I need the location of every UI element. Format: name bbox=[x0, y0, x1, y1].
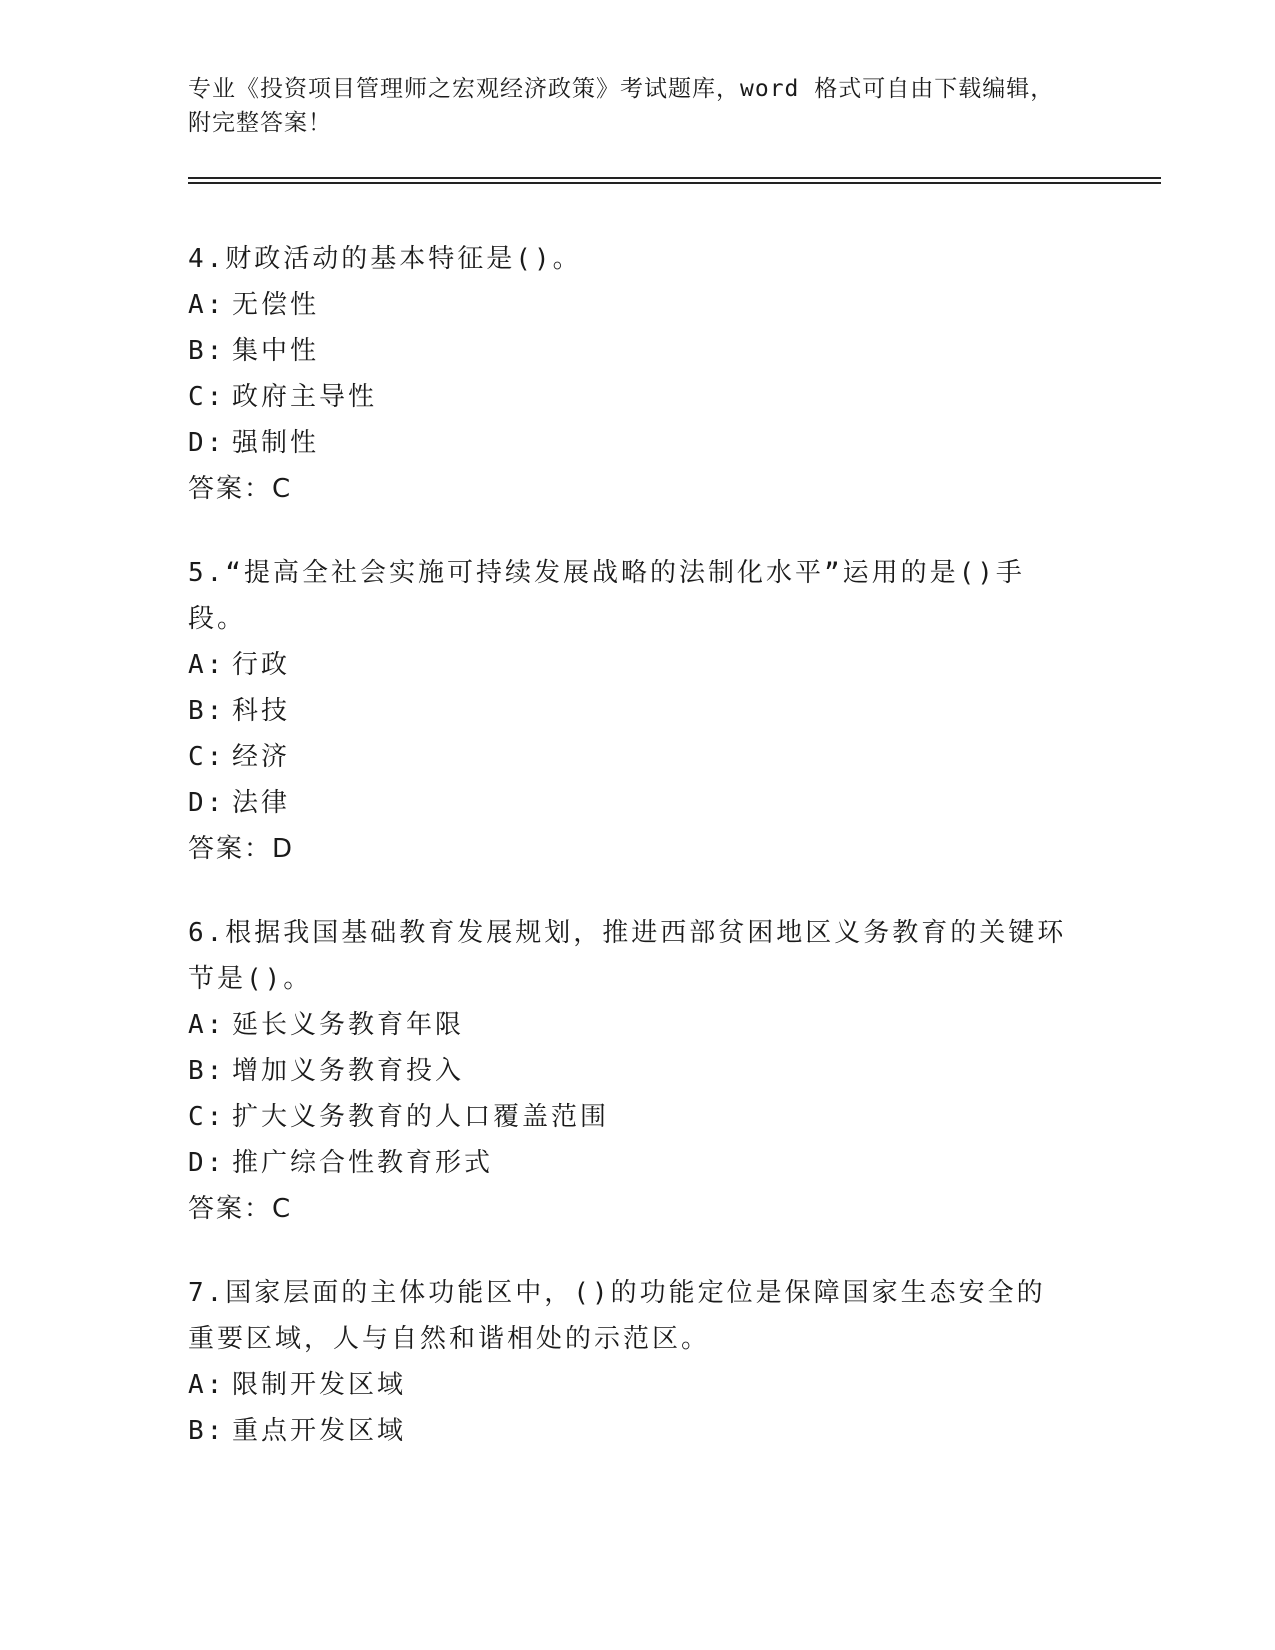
option-text: 集中性 bbox=[232, 336, 320, 366]
option-b bbox=[188, 1408, 1068, 1454]
option-text: 政府主导性 bbox=[232, 382, 378, 412]
option-a bbox=[188, 642, 1068, 688]
option-text: 无偿性 bbox=[232, 290, 320, 320]
option-text: 延长义务教育年限 bbox=[232, 1010, 465, 1040]
header-divider-bottom bbox=[188, 182, 1161, 184]
option-text: 推广综合性教育形式 bbox=[232, 1148, 494, 1178]
answer: 答案：C bbox=[188, 1194, 293, 1224]
option-text: 科技 bbox=[232, 696, 291, 726]
option-text: 行政 bbox=[232, 650, 291, 680]
option-a bbox=[188, 1362, 1068, 1408]
option-key: B: bbox=[188, 1056, 226, 1086]
header-divider-top bbox=[188, 177, 1161, 179]
answer: 答案：C bbox=[188, 474, 293, 504]
option-text: 强制性 bbox=[232, 428, 320, 458]
option-a bbox=[188, 282, 1068, 328]
question-stem: 7.国家层面的主体功能区中，()的功能定位是保障国家生态安全的重要区域，人与自然和谐相处的示范区。 bbox=[188, 1278, 1046, 1354]
option-key: A: bbox=[188, 290, 226, 320]
option-key: D: bbox=[188, 1148, 226, 1178]
option-key: D: bbox=[188, 428, 226, 458]
option-key: A: bbox=[188, 1010, 226, 1040]
question-5 bbox=[188, 550, 1068, 872]
option-c bbox=[188, 374, 1068, 420]
option-key: C: bbox=[188, 1102, 226, 1132]
question-6 bbox=[188, 910, 1068, 1232]
option-key: A: bbox=[188, 650, 226, 680]
option-key: C: bbox=[188, 382, 226, 412]
option-c bbox=[188, 1094, 1068, 1140]
option-text: 扩大义务教育的人口覆盖范围 bbox=[232, 1102, 610, 1132]
option-key: A: bbox=[188, 1370, 226, 1400]
option-d bbox=[188, 1140, 1068, 1186]
question-stem: 5.“提高全社会实施可持续发展战略的法制化水平”运用的是()手段。 bbox=[188, 558, 1025, 634]
question-list bbox=[188, 236, 1068, 1492]
answer: 答案：D bbox=[188, 834, 295, 864]
option-d bbox=[188, 780, 1068, 826]
question-4 bbox=[188, 236, 1068, 512]
option-text: 重点开发区域 bbox=[232, 1416, 407, 1446]
question-7 bbox=[188, 1270, 1068, 1454]
option-c bbox=[188, 734, 1068, 780]
question-stem: 6.根据我国基础教育发展规划，推进西部贫困地区义务教育的关键环节是()。 bbox=[188, 918, 1067, 994]
option-text: 法律 bbox=[232, 788, 291, 818]
option-key: B: bbox=[188, 696, 226, 726]
option-text: 增加义务教育投入 bbox=[232, 1056, 465, 1086]
option-b bbox=[188, 328, 1068, 374]
option-key: D: bbox=[188, 788, 226, 818]
option-key: B: bbox=[188, 1416, 226, 1446]
option-text: 经济 bbox=[232, 742, 291, 772]
option-key: B: bbox=[188, 336, 226, 366]
option-a bbox=[188, 1002, 1068, 1048]
option-key: C: bbox=[188, 742, 226, 772]
question-stem: 4.财政活动的基本特征是()。 bbox=[188, 244, 582, 274]
option-b bbox=[188, 1048, 1068, 1094]
option-text: 限制开发区域 bbox=[232, 1370, 407, 1400]
option-b bbox=[188, 688, 1068, 734]
option-d bbox=[188, 420, 1068, 466]
document-header: 专业《投资项目管理师之宏观经济政策》考试题库，word 格式可自由下载编辑，附完整答案！ bbox=[188, 76, 1055, 136]
